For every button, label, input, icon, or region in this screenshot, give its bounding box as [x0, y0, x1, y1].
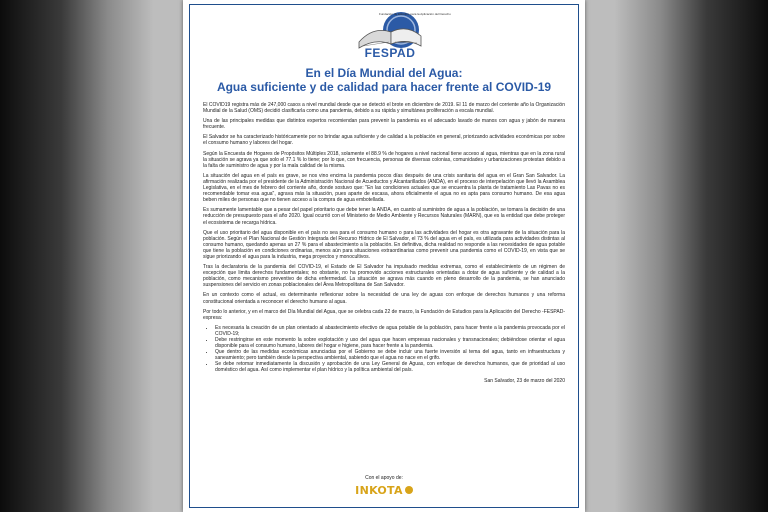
list-item: • Debe restringirse en este momento la sobre explotación y uso del agua que hacen empresas nacionales y transnacionales; debiéndose orientar el agua disponible para el consumo humano, labores del hogar e higiene, para hacer frente a la pandemia. [215, 337, 565, 349]
paragraph-10: Por todo lo anterior, y en el marco del Día Mundial del Agua, que se celebra cada 22 de marzo, la Fundación de Estudios para la Aplicación del Derecho -FESPAD- expresa: [203, 308, 565, 321]
paragraph-4: Según la Encuesta de Hogares de Propósitos Múltiples 2018, solamente el 88.9 % de hogares a nivel nacional tiene acceso al agua, mientras que en la zona rural la situación se agrava ya que solo el 77.1 % lo tiene; por lo que, con frecuencia, personas de diversas colonias, comunidades y urbanizaciones protestan debido a la falta de suministro de agua y por la mala calidad de la misma. [203, 150, 565, 169]
logo-wordmark: FESPAD [364, 46, 416, 60]
inkota-mark-icon [405, 486, 413, 494]
document-body [203, 102, 565, 384]
paragraph-6: Es sumamente lamentable que a pesar del papel prioritario que debe tener la ANDA, en cuanto al suministro de agua a la población, se tomara la decisión de una reducción de presupuesto para el año 2020. Igual ocurrió con el Ministerio de Medio Ambiente y Recursos Naturales (MARN), que es la entidad que debe proteger el ecosistema de recarga hídrica. [203, 207, 565, 226]
paragraph-2: Una de las principales medidas que distintos expertos recomiendan para prevenir la pandemia es el adecuado lavado de manos con agua y jabón de manera frecuente. [203, 118, 565, 131]
logo-caption: Fundación de Estudios para la Aplicación del Derecho [379, 12, 451, 16]
list-item: • Que dentro de las medidas económicas anunciadas por el Gobierno se debe incluir una fuerte inversión al tema del agua, tanto en infraestructura y saneamiento; pero también desde la perspectiva ambiental, sabiendo que el agua no nace en el grifo. [215, 349, 565, 361]
page-title-line2: Agua suficiente y de calidad para hacer frente al COVID-19 [216, 80, 552, 94]
demands-list [203, 325, 565, 374]
paragraph-3: El Salvador se ha caracterizado históricamente por no brindar agua suficiente y de calidad a la población en general, priorizando actividades económicas por sobre el consumo humano y labores del hogar. [203, 134, 565, 147]
inkota-logo [348, 483, 420, 497]
paragraph-7: Que el uso prioritario del agua disponible en el país no sea para el consumo humano o para las actividades del hogar es otra agravante de la situación para la población. Según el Plan Nacional de Gestión Integrada del Recurso Hídrico de El Salvador, el 73 % del agua en el país, es utilizada para actividades distintas al consumo humano, quedando apenas un 27 % para el abastecimiento a la población. En definitiva, dicha realidad no responde a las necesidades de agua potable que tiene la población en condiciones ordinarias, menos aún para situaciones extraordinarias como prevenir una pandemia como el COVID-19, en vista que se sigue priorizando el agua para la industria, mega proyectos y monocultivos. [203, 229, 565, 260]
support-label: Con el apoyo de: [365, 475, 403, 481]
sponsor-name: INKOTA [355, 483, 403, 497]
paragraph-8: Tras la declaratoria de la pandemia del COVID-19, el Estado de El Salvador ha impulsado medidas extremas, como el establecimiento de un régimen de excepción que limita derechos fundamentales; no obstante, no ha promovido acciones estructurales orientadas a dotar de agua suficiente y de calidad a la población, como mecanismo preventivo de dicha enfermedad. La situación se agrava más cuando en pleno desarrollo de la pandemia, se han anunciado suspensiones del servicio en zonas poblacionales del Área Metropolitana de San Salvador. [203, 264, 565, 289]
document-date: San Salvador, 23 de marzo del 2020 [484, 377, 565, 384]
list-item: • Se debe retomar inmediatamente la discusión y aprobación de una Ley General de Aguas, con enfoque de derechos humanos, que de prioridad al uso doméstico del agua. Así como implementar el plan hídrico y la política ambiental del país. [215, 361, 565, 373]
paragraph-9: En un contexto como el actual, es determinante reflexionar sobre la necesidad de una ley de aguas con enfoque de derechos humanos y una reforma constitucional orientada a reconocer el derecho humano al agua. [203, 292, 565, 305]
paragraph-1: El COVID19 registra más de 247,000 casos a nivel mundial desde que se detectó el brote en diciembre de 2019. El 11 de marzo del corriente año la Organización Mundial de la Salud (OMS) decidió clasificarla como una pandemia, debido a su rápida y simultánea proliferación a escala mundial. [203, 102, 565, 115]
page-title-line1: En el Día Mundial del Agua: [305, 66, 463, 80]
document-page [183, 0, 585, 512]
paragraph-5: La situación del agua en el país es grave, se nos vino encima la pandemia pocos días después de una crisis sanitaria del agua en el Gran San Salvador. La afirmación realizada por el presidente de la Administración Nacional de Acueductos y Alcantarillados (ANDA), en el proceso de interpelación que llevó la Asamblea Legislativa, en el mes de febrero del corriente año, donde sostuvo que: "En las condiciones actuales que se encuentra la planta de tratamiento Las Pavas no es recomendable tomar esa agua", agrava más la situación, pues aparte de escasa, ahora oficialmente el agua no es apta para consumo humano. De esa agua beben miles de personas que no tienen acceso a la compra de agua embotellada. [203, 172, 565, 204]
list-item: • Es necesaria la creación de un plan orientado al abastecimiento efectivo de agua potable de la población, para hacer frente a la pandemia provocada por el COVID-19; [215, 325, 565, 337]
